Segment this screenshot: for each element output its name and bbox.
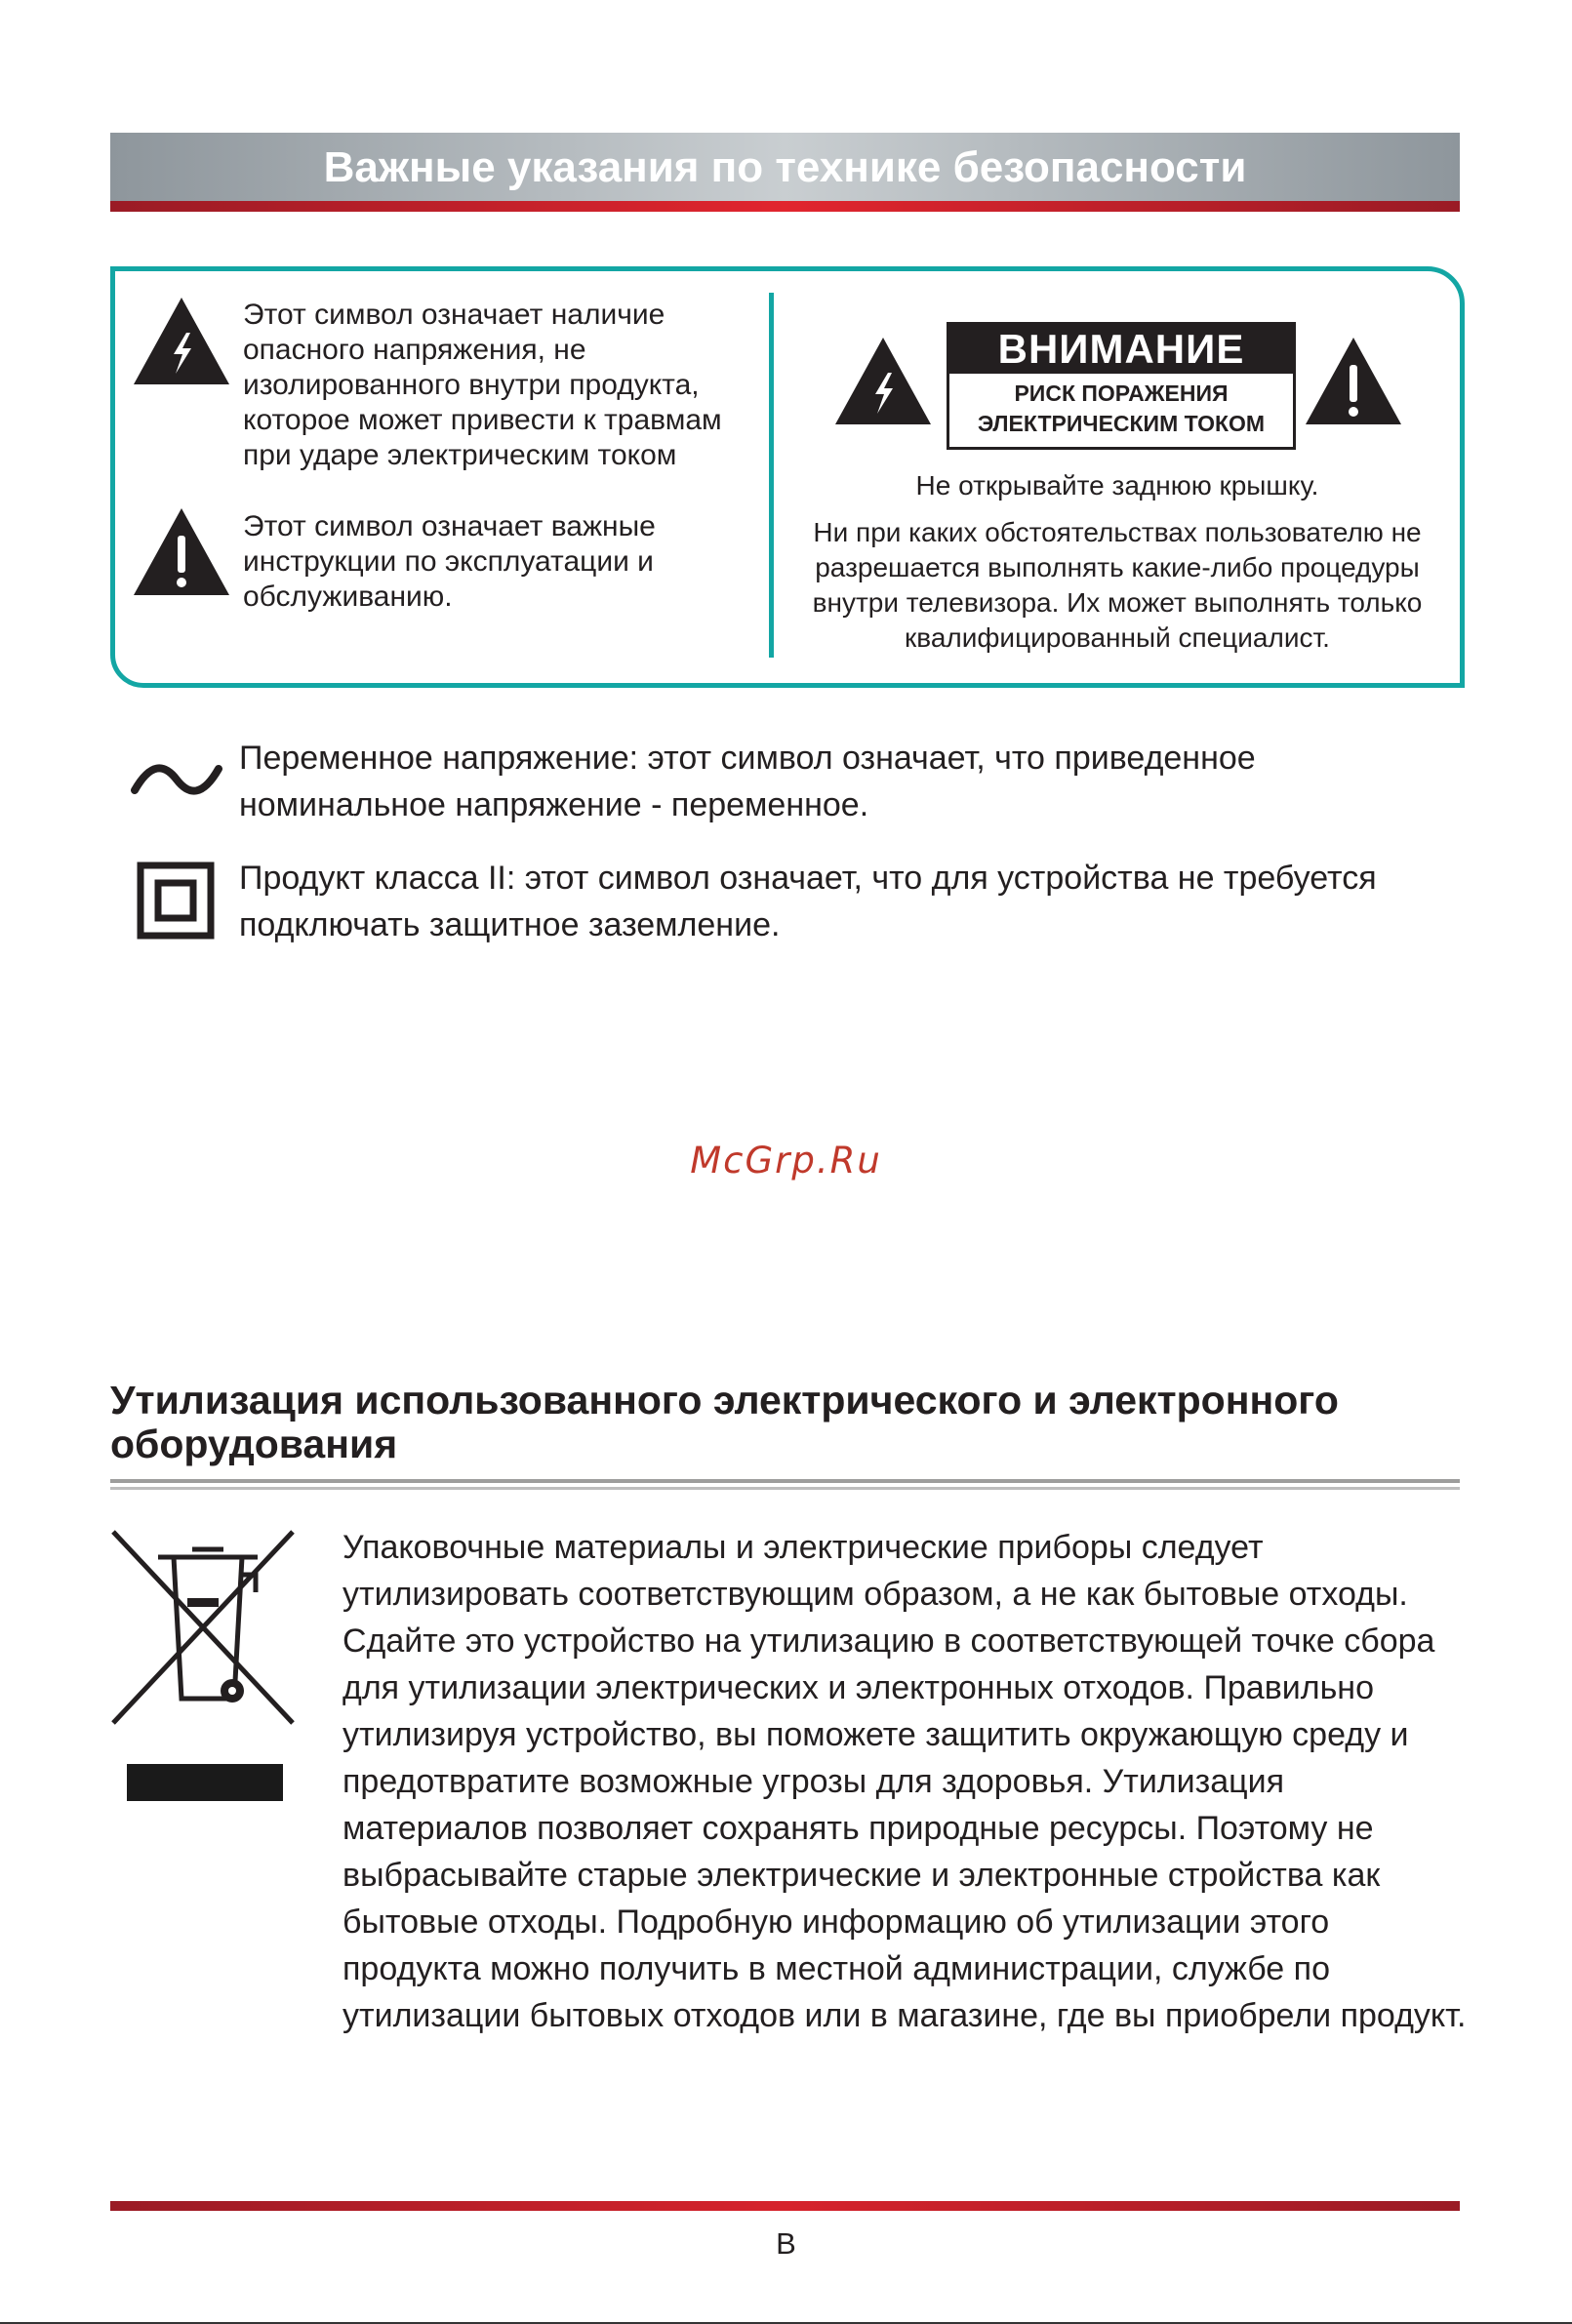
caution-label (947, 322, 1296, 450)
ac-voltage-text: Переменное напряжение: этот символ означает, что приведенное номинальное напряжение - переменное. (239, 740, 1256, 823)
caution-heading: ВНИМАНИЕ (949, 325, 1293, 374)
weee-title: Утилизация использованного электрического и электронного оборудования (110, 1378, 1339, 1466)
crossed-bin-icon (109, 1528, 297, 1733)
caution-lightning-icon (833, 336, 933, 426)
do-not-open-text: Не открывайте заднюю крышку. (915, 470, 1319, 501)
class-ii-icon (137, 861, 215, 940)
caution-line-1: РИСК ПОРАЖЕНИЯ (1014, 381, 1229, 406)
exclamation-symbol-text: Этот символ означает важные инструкции по эксплуатации и обслуживанию. (243, 510, 656, 613)
service-note-text: Ни при каких обстоятельствах пользователю не разрешается выполнять какие-либо процедуры внутри телевизора. Их может выполнять только квалифицированный специалист. (812, 517, 1423, 653)
lightning-symbol-text: Этот символ означает наличие опасного напряжения, не изолированного внутри продукта, которое может привести к травмам при ударе электрическим током (243, 299, 722, 471)
footer-red-stripe (110, 2201, 1460, 2211)
page-number: В (776, 2226, 796, 2261)
exclamation-triangle-icon (132, 506, 231, 597)
section-rule (110, 1479, 1460, 1483)
section-rule-secondary (110, 1487, 1460, 1490)
page-title: Важные указания по технике безопасности (323, 143, 1247, 191)
caution-line-2: ЭЛЕКТРИЧЕСКИМ ТОКОМ (977, 411, 1266, 436)
weee-body: Упаковочные материалы и электрические приборы следует утилизировать соответствующим образом, а не как бытовые отходы. Сдайте это устройство на утилизацию в соответствующей точке сбора для утилизации электрических и электронных отходов. Правильно утилизируя устройство, вы поможете защитить окружающую среду и предотвратите возможные угрозы для здоровья. Утилизация материалов позволяет сохранять природные ресурсы. Поэтому не выбрасывайте старые электрические и электронные стройства как бытовые отходы. Подробную информацию об утилизации этого продукта можно получить в местной администрации, службе по утилизации бытовых отходов или в магазине, где вы приобрели продукт. (343, 1529, 1467, 2034)
class-ii-text: Продукт класса II: этот символ означает, что для устройства не требуется подключать защитное заземление. (239, 860, 1377, 943)
caution-exclamation-icon (1304, 336, 1403, 426)
watermark: McGrp.Ru (690, 1140, 882, 1182)
ac-wave-icon (131, 757, 222, 802)
weee-black-bar (127, 1764, 283, 1801)
lightning-triangle-icon (132, 296, 231, 386)
